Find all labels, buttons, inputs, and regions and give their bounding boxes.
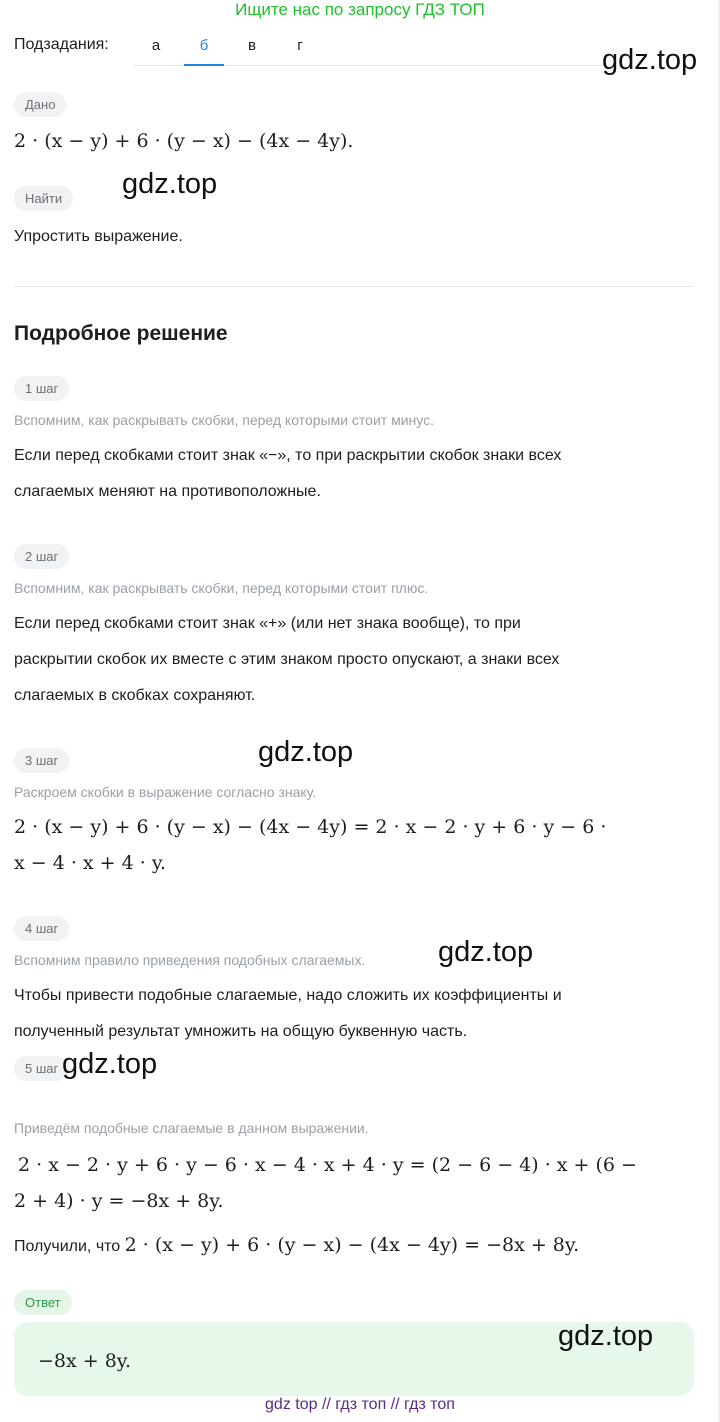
given-badge: Дано: [14, 92, 66, 117]
step-1-line: слагаемых меняют на противоположные.: [14, 483, 321, 500]
step-3-math-line: x − 4 · x + 4 · y.: [14, 852, 167, 874]
watermark: gdz.top: [438, 936, 534, 968]
step-1-body: [14, 438, 561, 510]
step-2-badge: 2 шаг: [14, 544, 69, 569]
step-2-body: [14, 606, 559, 714]
watermark: gdz.top: [122, 168, 218, 200]
watermark: gdz.top: [558, 1320, 654, 1352]
step-3-hint: Раскроем скобки в выражение согласно знаку.: [14, 784, 317, 800]
tab-a[interactable]: а: [151, 37, 161, 54]
result-prefix: Получили, что: [14, 1238, 121, 1255]
step-2-line: Если перед скобками стоит знак «+» (или нет знака вообще), то при: [14, 615, 521, 632]
step-5-hint: Приведём подобные слагаемые в данном выражении.: [14, 1120, 369, 1136]
tab-v[interactable]: в: [248, 37, 256, 54]
step-1-hint: Вспомним, как раскрывать скобки, перед которыми стоит минус.: [14, 412, 434, 428]
step-3-badge: 3 шаг: [14, 748, 69, 773]
answer-value: −8x + 8y.: [38, 1350, 132, 1372]
tab-b[interactable]: б: [184, 30, 224, 66]
answer-badge: Ответ: [14, 1290, 72, 1315]
step-4-line: Чтобы привести подобные слагаемые, надо сложить их коэффициенты и: [14, 987, 562, 1004]
step-2-line: раскрытии скобок их вместе с этим знаком просто опускают, а знаки всех: [14, 651, 560, 668]
find-badge: Найти: [14, 186, 73, 211]
step-5-math-line: 2 + 4) · y = −8x + 8y.: [14, 1190, 224, 1212]
subtask-tabs: [134, 30, 604, 66]
result-math: 2 · (x − y) + 6 · (y − x) − (4x − 4y) = −8x + 8y.: [124, 1234, 580, 1256]
section-divider: [14, 286, 694, 287]
step-3-math-line: 2 · (x − y) + 6 · (y − x) − (4x − 4y) = 2 · x − 2 · y + 6 · y − 6 ·: [14, 816, 607, 838]
step-2-hint: Вспомним, как раскрывать скобки, перед которыми стоит плюс.: [14, 580, 429, 596]
find-text: Упростить выражение.: [14, 228, 183, 245]
subtasks-label: Подзадания:: [14, 36, 109, 53]
watermark: gdz.top: [602, 44, 698, 76]
step-5-result: [14, 1234, 579, 1256]
step-5-badge: 5 шаг: [14, 1056, 69, 1081]
tab-g[interactable]: г: [297, 37, 303, 54]
watermark: gdz.top: [258, 736, 354, 768]
step-4-body: [14, 978, 562, 1050]
step-2-line: слагаемых в скобках сохраняют.: [14, 687, 256, 704]
step-4-line: полученный результат умножить на общую буквенную часть.: [14, 1023, 468, 1040]
search-banner: Ищите нас по запросу ГДЗ ТОП: [235, 0, 485, 19]
given-expression: 2 · (x − y) + 6 · (y − x) − (4x − 4y).: [14, 130, 354, 152]
solution-title: Подробное решение: [14, 322, 228, 345]
step-1-line: Если перед скобками стоит знак «−», то при раскрытии скобок знаки всех: [14, 447, 562, 464]
watermark: gdz.top: [62, 1048, 158, 1080]
step-4-badge: 4 шаг: [14, 916, 69, 941]
step-4-hint: Вспомним правило приведения подобных слагаемых.: [14, 952, 366, 968]
step-5-math-line: 2 · x − 2 · y + 6 · y − 6 · x − 4 · x + 4 · y = (2 − 6 − 4) · x + (6 −: [18, 1154, 637, 1176]
step-1-badge: 1 шаг: [14, 376, 69, 401]
footer-links[interactable]: gdz top // гдз топ // гдз топ: [265, 1396, 455, 1413]
